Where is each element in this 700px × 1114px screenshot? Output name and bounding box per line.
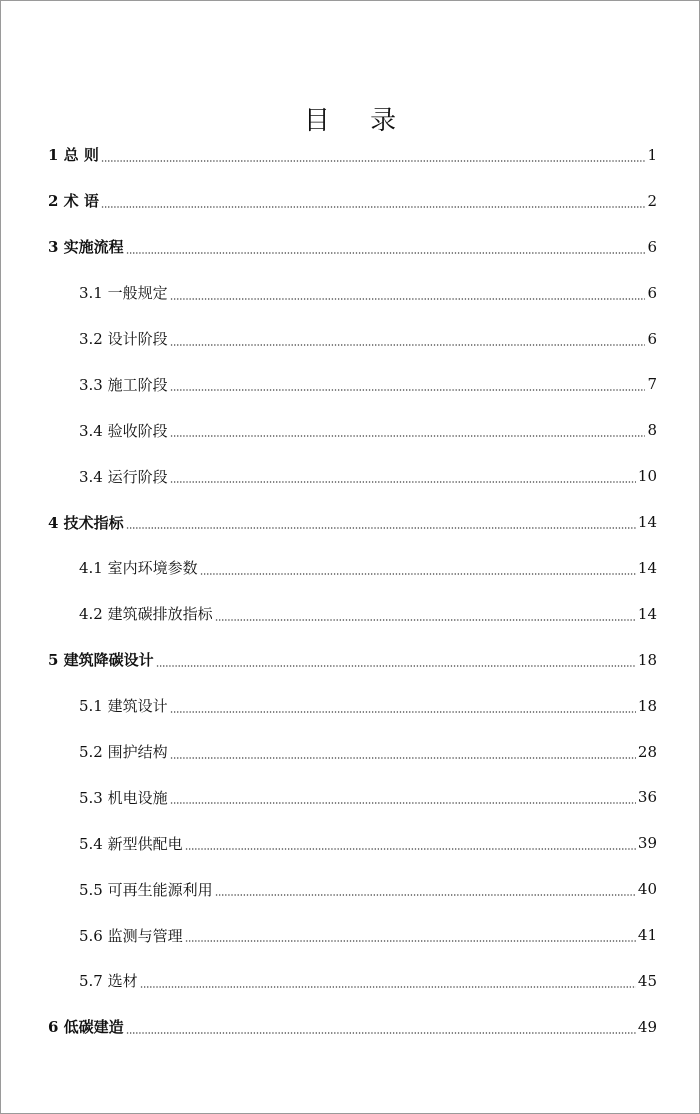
toc-entry-label: 6 低碳建造	[48, 1018, 124, 1037]
toc-entry-label: 3 实施流程	[48, 238, 124, 257]
toc-page-number: 14	[637, 604, 657, 623]
toc-entry[interactable]	[0, 453, 700, 499]
toc-dot-leader	[185, 848, 636, 850]
toc-page-number: 1	[647, 145, 657, 164]
toc-dot-leader	[215, 619, 636, 621]
toc-entry-label: 1 总 则	[48, 146, 99, 165]
toc-dot-leader	[215, 894, 636, 896]
toc-entry-label: 4 技术指标	[48, 513, 124, 532]
toc-dot-leader	[185, 940, 636, 942]
toc-page-number: 10	[637, 467, 657, 486]
toc-dot-leader	[170, 389, 646, 391]
toc-entry[interactable]	[0, 499, 700, 545]
toc-entry-label: 5.7 选材	[79, 972, 138, 991]
toc-page-number: 6	[647, 237, 657, 256]
toc-entry-label: 5.1 建筑设计	[79, 697, 168, 716]
toc-dot-leader	[170, 481, 636, 483]
toc-page-number: 28	[637, 742, 657, 761]
toc-page-number: 8	[647, 421, 657, 440]
toc-entry-label: 4.2 建筑碳排放指标	[79, 605, 213, 624]
toc-entry[interactable]	[0, 270, 700, 316]
toc-dot-leader	[200, 573, 636, 575]
toc-page-number: 14	[637, 513, 657, 532]
toc-entry[interactable]	[0, 178, 700, 224]
toc-list	[0, 132, 700, 1050]
toc-dot-leader	[140, 986, 636, 988]
toc-dot-leader	[126, 252, 646, 254]
toc-page-number: 6	[647, 329, 657, 348]
toc-dot-leader	[170, 757, 636, 759]
toc-page-number: 49	[637, 1017, 657, 1036]
toc-entry[interactable]	[0, 591, 700, 637]
toc-entry-label: 5 建筑降碳设计	[48, 651, 154, 670]
toc-entry-label: 3.4 运行阶段	[79, 467, 168, 486]
toc-page-number: 7	[647, 375, 657, 394]
toc-entry[interactable]	[0, 1004, 700, 1050]
toc-entry-label: 5.6 监测与管理	[79, 926, 183, 945]
toc-entry[interactable]	[0, 545, 700, 591]
toc-dot-leader	[101, 206, 646, 208]
toc-dot-leader	[156, 665, 636, 667]
toc-dot-leader	[126, 527, 636, 529]
toc-entry[interactable]	[0, 637, 700, 683]
toc-entry-label: 3.4 验收阶段	[79, 421, 168, 440]
toc-entry[interactable]	[0, 224, 700, 270]
toc-page-number: 36	[637, 788, 657, 807]
toc-entry[interactable]	[0, 316, 700, 362]
toc-title: 目 录	[303, 106, 413, 137]
toc-dot-leader	[170, 711, 636, 713]
toc-entry-label: 3.3 施工阶段	[79, 375, 168, 394]
toc-entry-label: 5.4 新型供配电	[79, 834, 183, 853]
toc-page-number: 14	[637, 558, 657, 577]
toc-entry[interactable]	[0, 774, 700, 820]
toc-page-number: 40	[637, 880, 657, 899]
toc-page-number: 39	[637, 834, 657, 853]
toc-dot-leader	[126, 1032, 636, 1034]
toc-entry-label: 5.5 可再生能源利用	[79, 880, 213, 899]
toc-page-number: 45	[637, 971, 657, 990]
toc-page-number: 6	[647, 283, 657, 302]
toc-dot-leader	[170, 802, 636, 804]
toc-dot-leader	[170, 344, 646, 346]
toc-page-number: 41	[637, 926, 657, 945]
toc-entry[interactable]	[0, 866, 700, 912]
toc-page-number: 18	[637, 650, 657, 669]
toc-entry-label: 3.2 设计阶段	[79, 330, 168, 348]
toc-page-number: 18	[637, 696, 657, 715]
toc-entry-label: 4.1 室内环境参数	[79, 559, 198, 578]
toc-entry-label: 5.3 机电设施	[79, 788, 168, 807]
toc-entry[interactable]	[0, 132, 700, 178]
toc-entry[interactable]	[0, 958, 700, 1004]
toc-entry[interactable]	[0, 729, 700, 775]
toc-entry-label: 5.2 围护结构	[79, 743, 168, 762]
toc-dot-leader	[170, 298, 646, 300]
toc-entry[interactable]	[0, 912, 700, 958]
toc-entry[interactable]	[0, 361, 700, 407]
toc-entry-label: 2 术 语	[48, 192, 99, 211]
toc-dot-leader	[170, 435, 646, 437]
toc-entry-label: 3.1 一般规定	[79, 284, 168, 303]
toc-entry[interactable]	[0, 683, 700, 729]
toc-entry[interactable]	[0, 407, 700, 453]
toc-entry[interactable]	[0, 820, 700, 866]
toc-page-number: 2	[647, 191, 657, 210]
toc-dot-leader	[101, 160, 646, 162]
